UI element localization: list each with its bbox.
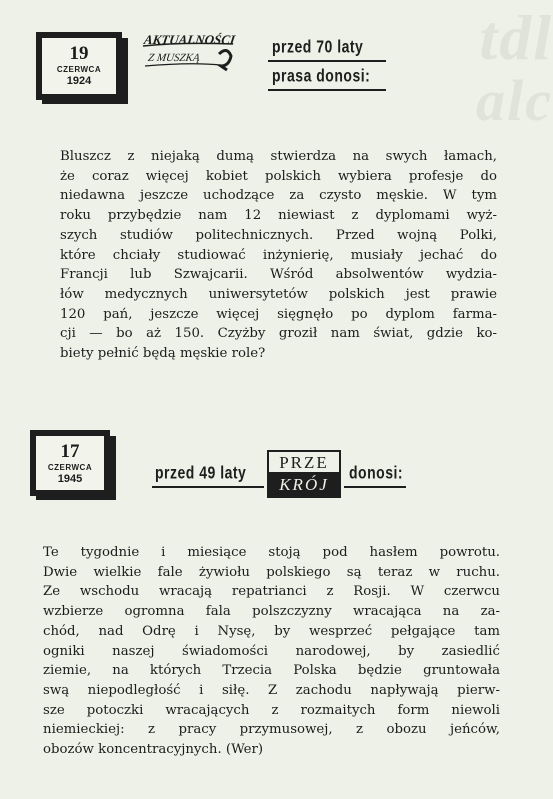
text-line: Dwie wielkie fale żywiołu polskiego są teraz w ruchu. [43,564,500,580]
text-line: niemieckiej: z pracy przymusowej, z obozu jeńców, [43,722,500,738]
date-box-1924 [36,32,122,100]
logo-line-2: Z MUSZKĄ [147,52,201,64]
text-line: ziemie, na których Trzecia Polska będzie gruntowała [43,663,500,679]
header-underline-1 [268,60,386,62]
header-underline-3 [152,486,264,488]
ghost-print-bottom: alc [476,68,553,133]
text-line: ogniki naszej świadomości narodowej, by zasiedlić [43,643,500,659]
date-box-shadow-bottom [42,96,128,104]
logo-przekroj-bottom: KRÓJ [267,474,341,498]
logo-przekroj-top: PRZE [267,450,341,474]
date-day: 17 [60,441,80,462]
text-line: które chciały studiować inżynierię, musiały jechać do [60,247,497,263]
date-box-shadow [104,436,116,500]
text-line: szych studiów politechnicznych. Przed wojną Polki, [60,227,497,243]
aktualnosci-logo [141,32,237,80]
logo-line-1: AKTUALNOŚCI [143,32,237,47]
text-line: że coraz więcej kobiet polskich wybiera profesje do [60,168,497,184]
article-1924-text [60,147,497,364]
date-day: 19 [69,43,89,64]
article-1945-text [43,543,500,760]
header-underline-4 [344,486,406,488]
text-line: cji — bo aż 150. Czyżby groził nam świat, gdzie ko- [60,326,497,342]
text-line: Ze wschodu wracają repatrianci z Rosji. W czerwcu [43,584,500,600]
header-prasa-donosi: prasa donosi: [272,65,371,85]
text-line: Bluszcz z niejaką dumą stwierdza na swych łamach, [60,149,497,164]
text-line: niedawna jeszcze uchodzące za czysto męskie. W tym [60,188,497,204]
text-line: Te tygodnie i miesiące stoją pod hasłem powrotu. [43,545,500,560]
header-przed-49-laty: przed 49 laty [155,462,247,482]
text-line: roku przybędzie nam 12 niewiast z dyplomami wyż- [60,208,497,224]
date-box-shadow-bottom [36,492,116,500]
date-year: 1924 [66,75,92,87]
text-line: obozów koncentracyjnych. (Wer) [43,742,264,758]
date-month: CZERWCA [56,65,102,74]
text-line: 120 pań, jeszcze więcej sięgnęło po dyplom farma- [60,306,497,322]
text-line: biety pełnić będą męskie role? [60,346,266,362]
text-line: chód, nad Odrę i Nysę, by wesprzeć pełgające tam [43,623,500,639]
header-przed-70-laty: przed 70 laty [272,36,364,56]
text-line: sze potoczki wracających z rozmaitych form niewoli [43,702,500,718]
header-donosi: donosi: [349,462,404,482]
przekroj-logo [267,450,341,500]
text-line: swą niepodległość i siłę. Z zachodu napływają pierw- [43,682,500,698]
date-month: CZERWCA [47,463,93,472]
date-box-shadow [116,38,128,104]
header-underline-2 [268,89,386,91]
date-year: 1945 [57,473,83,485]
date-box-1945 [30,430,110,496]
text-line: wzbierze ogromna fala polszczyzny wracająca na za- [43,604,500,620]
ghost-print-top: tdl [479,2,553,73]
text-line: łów medycznych uniwersytetów polskich jest prawie [60,286,497,302]
text-line: Francji lub Szwajcarii. Wśród absolwentów wydzia- [60,267,497,283]
